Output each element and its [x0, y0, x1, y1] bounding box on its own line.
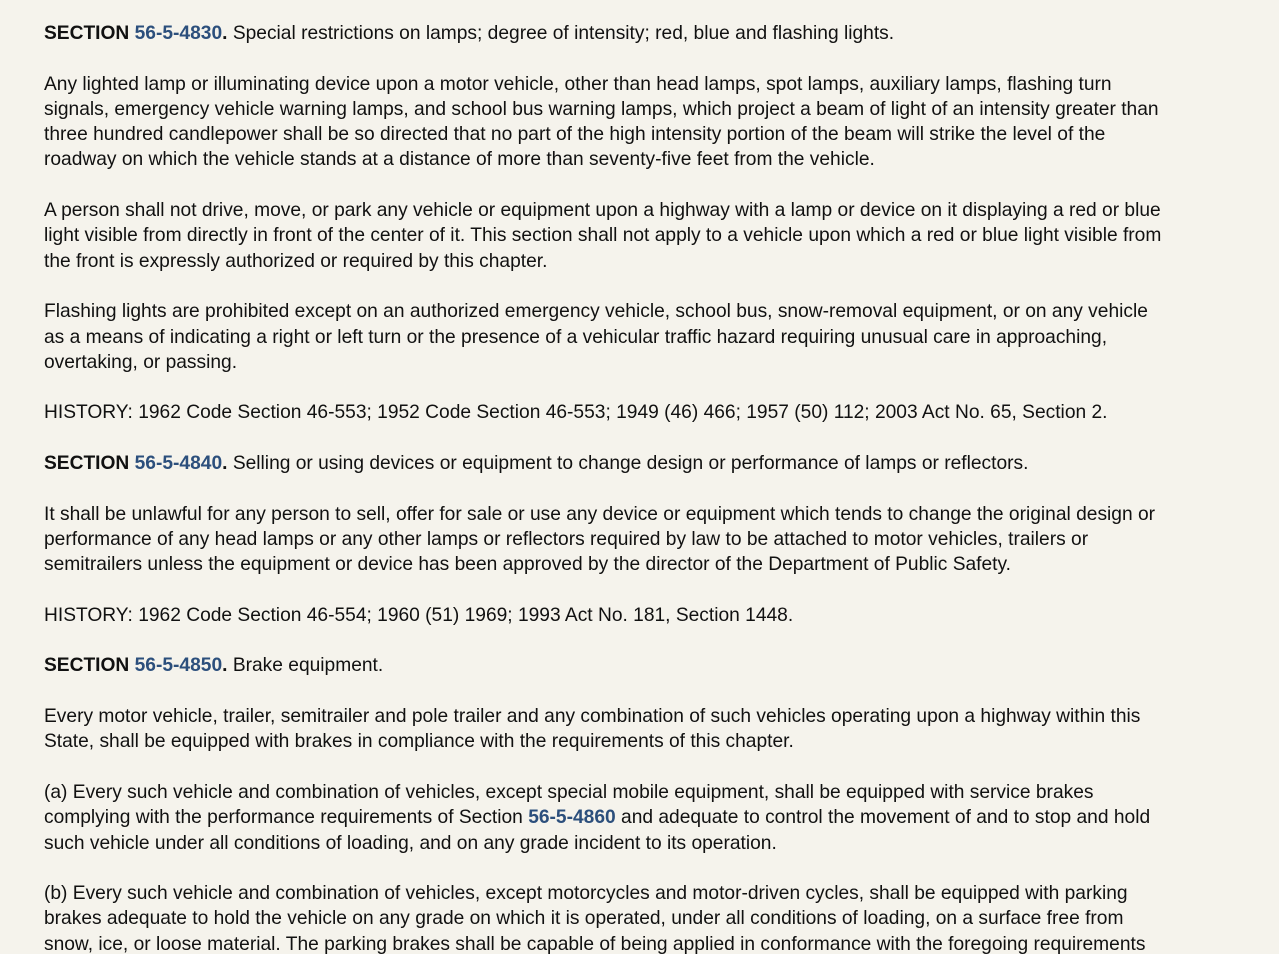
text-line: Flashing lights are prohibited except on an authorized emergency vehicle, school bus, snow-removal equipment, or on any vehicle [44, 301, 1148, 323]
section-link-56-5-4830[interactable]: 56-5-4830 [134, 23, 223, 44]
text-fragment: complying with the performance requirements of Section [44, 807, 523, 829]
statute-content [44, 21, 1244, 954]
section-4830-history: HISTORY: 1962 Code Section 46-553; 1952 Code Section 46-553; 1949 (46) 466; 1957 (50) 112; 2003 Act No. 65, Section 2. [44, 402, 1108, 424]
heading-period: . [222, 655, 228, 677]
text-line: (a) Every such vehicle and combination of vehicles, except special mobile equipment, shall be equipped with service brakes [44, 781, 1094, 803]
section-title: Brake equipment. [232, 655, 384, 677]
text-line: It shall be unlawful for any person to sell, offer for sale or use any device or equipment which tends to change the original design or [44, 503, 1156, 525]
text-line: snow, ice, or loose material. The parking brakes shall be capable of being applied in conformance with the foregoing requirements [44, 933, 1146, 954]
text-line: semitrailers unless the equipment or device has been approved by the director of the Department of Public Safety. [44, 554, 1012, 576]
section-4850-paragraph-b [44, 881, 1244, 954]
section-label: SECTION [44, 23, 130, 44]
section-label: SECTION [44, 453, 130, 475]
section-4830-paragraph-2 [44, 198, 1244, 274]
section-4850-paragraph-a [44, 780, 1244, 856]
section-4830-paragraph-3 [44, 299, 1244, 375]
heading-period: . [222, 453, 228, 475]
text-line: A person shall not drive, move, or park any vehicle or equipment upon a highway with a lamp or device on it displaying a red or blue [44, 200, 1161, 222]
section-heading-4830 [44, 21, 1244, 46]
text-line: brakes adequate to hold the vehicle on any grade on which it is operated, under all conditions of loading, on a surface free from [44, 908, 1124, 930]
text-line: performance of any head lamps or any other lamps or reflectors required by law to be attached to motor vehicles, trailers or [44, 528, 1089, 550]
text-line: Every motor vehicle, trailer, semitrailer and pole trailer and any combination of such vehicles operating upon a highway within this [44, 706, 1141, 728]
section-link-56-5-4850[interactable]: 56-5-4850 [134, 655, 223, 677]
text-line: signals, emergency vehicle warning lamps, and school bus warning lamps, which project a beam of light of an intensity greater than [44, 98, 1159, 120]
section-title: Special restrictions on lamps; degree of intensity; red, blue and flashing lights. [232, 23, 895, 44]
section-heading-4850 [44, 653, 1244, 678]
text-line-with-link [44, 805, 1244, 830]
section-heading-4840 [44, 451, 1244, 476]
text-line: overtaking, or passing. [44, 351, 238, 373]
section-label: SECTION [44, 655, 130, 677]
text-line: such vehicle under all conditions of loading, and on any grade incident to its operation. [44, 832, 777, 854]
section-4850-paragraph-1 [44, 704, 1244, 755]
text-line: (b) Every such vehicle and combination of vehicles, except motorcycles and motor-driven cycles, shall be equipped with parking [44, 883, 1128, 905]
heading-period: . [222, 23, 228, 44]
text-line: three hundred candlepower shall be so directed that no part of the high intensity portion of the beam will strike the level of the [44, 124, 1106, 146]
section-4830-paragraph-1 [44, 72, 1244, 173]
text-line: light visible from directly in front of the center of it. This section shall not apply to a vehicle upon which a red or blue light visible from [44, 225, 1162, 247]
section-title: Selling or using devices or equipment to change design or performance of lamps or reflectors. [232, 453, 1029, 475]
text-line: the front is expressly authorized or required by this chapter. [44, 250, 548, 272]
section-link-56-5-4840[interactable]: 56-5-4840 [134, 453, 223, 475]
text-fragment: and adequate to control the movement of and to stop and hold [621, 807, 1151, 829]
text-line: State, shall be equipped with brakes in compliance with the requirements of this chapter. [44, 731, 794, 753]
section-4840-paragraph-1 [44, 502, 1244, 578]
text-line: as a means of indicating a right or left turn or the presence of a vehicular traffic hazard requiring unusual care in approaching, [44, 326, 1108, 348]
text-line: Any lighted lamp or illuminating device upon a motor vehicle, other than head lamps, spot lamps, auxiliary lamps, flashing turn [44, 73, 1112, 95]
text-line: roadway on which the vehicle stands at a distance of more than seventy-five feet from the vehicle. [44, 149, 875, 171]
section-4840-history: HISTORY: 1962 Code Section 46-554; 1960 (51) 1969; 1993 Act No. 181, Section 1448. [44, 604, 794, 626]
section-link-56-5-4860[interactable]: 56-5-4860 [528, 807, 616, 829]
